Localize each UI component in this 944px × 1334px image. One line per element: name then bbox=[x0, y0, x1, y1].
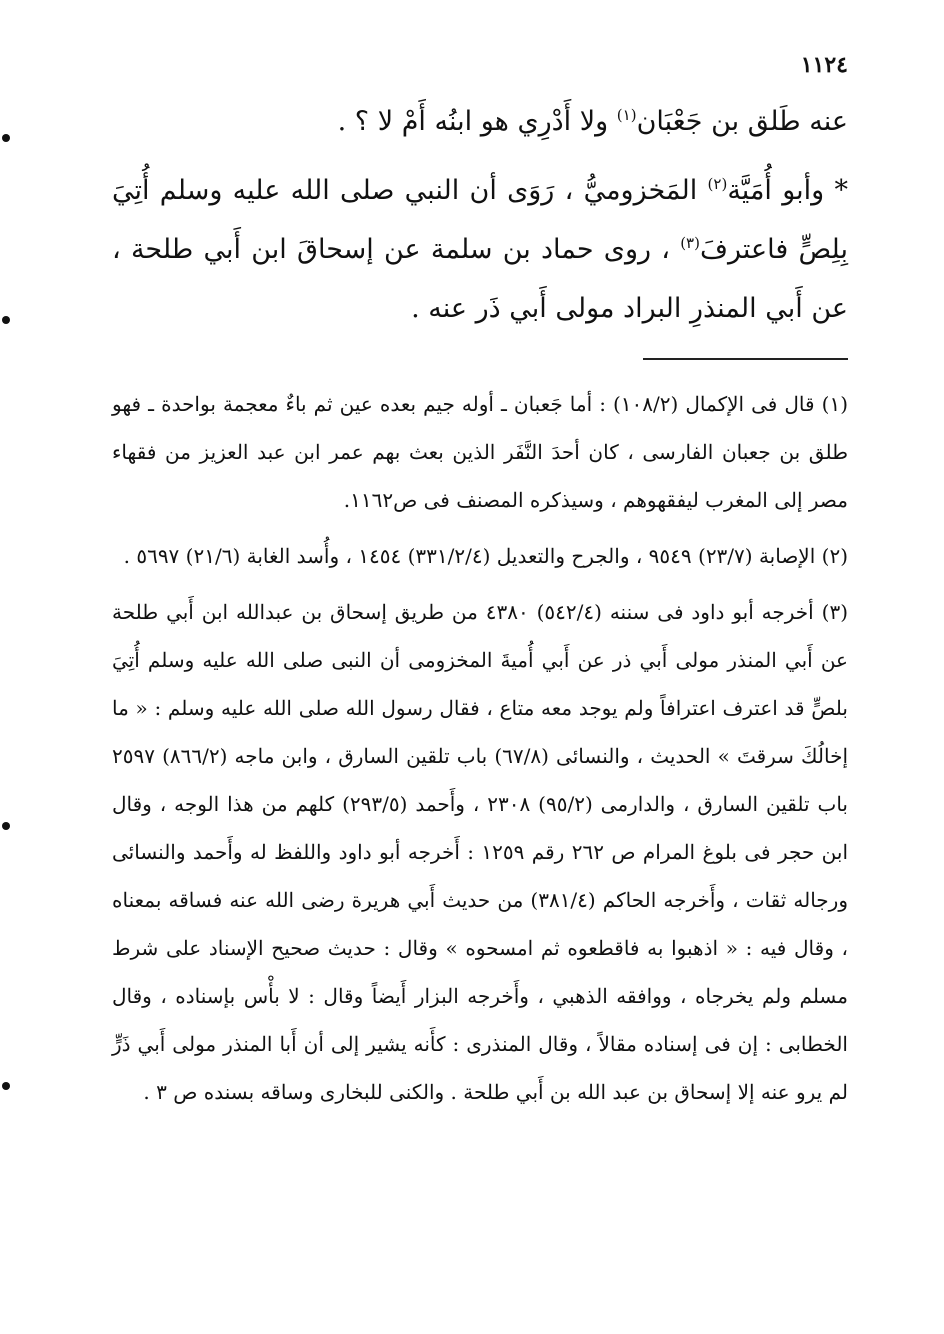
main-paragraph bbox=[112, 161, 848, 338]
footnote-divider bbox=[643, 358, 848, 360]
footnote-ref[interactable]: (١) bbox=[616, 106, 637, 124]
footnote: (١) قال فى الإكمال (١٠٨/٢) : أما جَعبان ـ أوله جيم بعده عين ثم باءٌ معجمة بواحدة ـ فهو طلق بن جعبان الفارسى ، كان أحدَ النَّفَر الذين بعث بهم عمر ابن عبد العزيز من فقهاء مصر إلى المغرب ليفقهوهم ، وسيذكره المصنف فى ص١١٦٢. bbox=[112, 392, 849, 512]
main-text-segment: عنه طَلق بن جَعْبَان bbox=[636, 106, 848, 137]
margin-mark bbox=[2, 316, 10, 324]
main-text-segment: ولا أَدْرِي هو ابنُه أَمْ لا ؟ . bbox=[337, 106, 617, 137]
margin-mark bbox=[2, 822, 10, 830]
footnote: (٢) الإصابة (٢٣/٧) ٩٥٤٩ ، والجرح والتعديل (٣٣١/٢/٤) ١٤٥٤ ، وأُسد الغابة (٢١/٦) ٥٦٩٧ . bbox=[123, 544, 848, 568]
footnote-ref[interactable]: (٣) bbox=[680, 234, 700, 252]
margin-mark bbox=[2, 134, 10, 142]
footnote: (٣) أخرجه أبو داود فى سننه (٥٤٢/٤) ٤٣٨٠ من طريق إسحاق بن عبدالله ابن أَبي طلحة عن أَبي المنذر مولى أَبي ذر عن أَبي أُميةَ المخزومى أن النبى صلى الله عليه وسلم أُتِيَ بلصٍّ قد اعترف اعترافاً ولم يوجد معه متاع ، فقال رسول الله صلى الله عليه وسلم : « ما إخالُكَ سرقتَ » الحديث ، والنسائى (٦٧/٨) باب تلقين السارق ، وابن ماجه (٨٦٦/٢) ٢٥٩٧ باب تلقين السارق ، والدارمى (٩٥/٢) ٢٣٠٨ ، وأَحمد (٢٩٣/٥) كلهم من هذا الوجه ، وقال ابن حجر فى بلوغ المرام ص ٢٦٢ رقم ١٢٥٩ : أَخرجه أبو داود واللفظ له وأَحمد والنسائى ورجاله ثقات ، وأَخرجه الحاكم (٣٨١/٤) من حديث أَبي هريرة رضى الله عنه فساقه بمعناه ، وقال فيه : « اذهبوا به فاقطعوه ثم امسحوه » وقال : حديث صحيح الإسناد على شرط مسلم ولم يخرجاه ، ووافقه الذهبي ، وأَخرجه البزار أَيضاً وقال : لا بأْس بإسناده ، وقال الخطابى : إن فى إسناده مقالاً ، وقال المنذرى : كأَنه يشير إلى أن أَبا المنذر مولى أَبي ذَرٍّ لم يرو عنه إلا إسحاق بن عبد الله بن أَبي طلحة . والكنى للبخارى وساقه بسنده ص ٣ . bbox=[112, 600, 849, 1104]
footnote-ref[interactable]: (٢) bbox=[707, 175, 728, 193]
footnotes bbox=[112, 380, 848, 1124]
page-number: ١١٢٤ bbox=[800, 52, 848, 78]
main-text-segment: * وأبو أُمَيَّة bbox=[727, 175, 848, 206]
main-text-segment: ، روى حماد بن سلمة عن إسحاقَ ابن أَبي طلحة ، عن أَبي المنذرِ البراد مولى أَبي ذَر عنه . bbox=[112, 234, 848, 324]
main-text bbox=[112, 92, 848, 338]
main-paragraph bbox=[112, 92, 848, 151]
main-text-segment: المَخزوميُّ ، رَوَى أن النبي صلى الله عليه وسلم أُتِيَ بِلِصٍّ فاعترفَ bbox=[112, 175, 849, 265]
margin-mark bbox=[2, 1082, 10, 1090]
